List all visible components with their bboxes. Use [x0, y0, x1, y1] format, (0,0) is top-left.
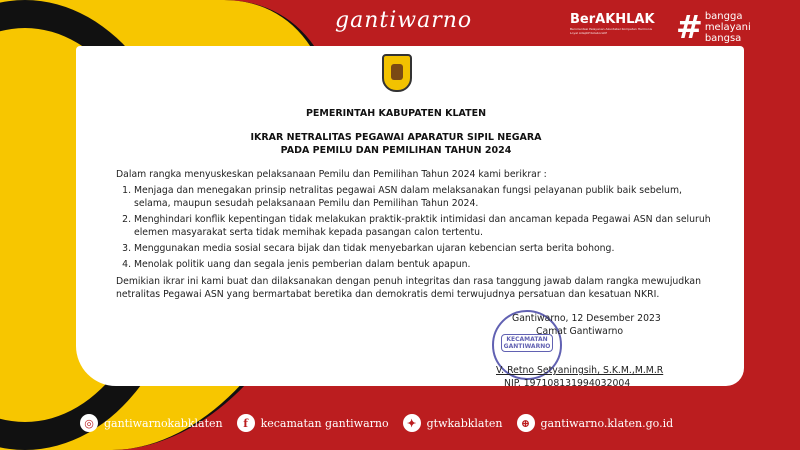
twitter-link[interactable]: ✦ gtwkabklaten [403, 414, 503, 432]
document-card [76, 46, 744, 389]
instagram-icon: ◎ [80, 414, 98, 432]
closing: Demikian ikrar ini kami buat dan dilaksanakan dengan penuh integritas dan rasa tanggung jawab dalam rangka mewujudkan netralitas Pegawai ASN yang bermartabat beretika dan demokratis demi terwujudnya persatuan dan kesatuan NKRI. [116, 276, 702, 300]
footer-social-links [80, 414, 673, 432]
list-item: 4. Menolak politik uang dan segala jenis pemberian dalam bentuk apapun. [134, 258, 716, 271]
klaten-crest-icon [382, 54, 412, 92]
globe-icon: ⊕ [517, 414, 535, 432]
position: Camat Gantiwarno [536, 326, 624, 337]
signer-nip: NIP. 197108131994032004 [504, 378, 631, 389]
facebook-icon: f [237, 414, 255, 432]
twitter-icon: ✦ [403, 414, 421, 432]
facebook-link[interactable]: f kecamatan gantiwarno [237, 414, 389, 432]
berakhlak-logo: BerAKHLAK Berorientasi Pelayanan Akuntabel Kompeten Harmonis Loyal Adaptif Kolaboratif [570, 12, 655, 35]
bangga-melayani-bangsa-logo: # bangga melayani bangsa [676, 8, 751, 46]
title-line-1: IKRAR NETRALITAS PEGAWAI APARATUR SIPIL NEGARA [250, 132, 542, 143]
intro: Dalam rangka menyuskeskan pelaksanaan Pemilu dan Pemilihan Tahun 2024 kami berikrar : [116, 169, 547, 180]
instagram-link[interactable]: ◎ gantiwarnokabklaten [80, 414, 223, 432]
title-line-2: PADA PEMILU DAN PEMILIHAN TAHUN 2024 [280, 145, 512, 156]
place-date: Gantiwarno, 12 Desember 2023 [512, 313, 661, 324]
gantiwarno-logo: gantiwarno [335, 8, 473, 33]
official-stamp: KECAMATAN GANTIWARNO [492, 310, 562, 380]
signer-name: V. Retno Setyaningsih, S.K.M.,M.M.R [496, 365, 664, 376]
signature-block [496, 312, 663, 390]
list-item: 1. Menjaga dan menegakan prinsip netralitas pegawai ASN dalam melaksanakan fungsi pelayanan publik baik sebelum, selama, maupun sesudah pelaksanaan Pemilu dan Pemilihan Tahun 2024. [134, 184, 716, 210]
pledge-list [134, 184, 716, 271]
list-item: 2. Menghindari konflik kepentingan tidak melakukan praktik-praktik intimidasi dan ancaman kepada Pegawai ASN dan seluruh elemen masyarakat serta tidak memihak kepada pasangan calon tertentu. [134, 213, 716, 239]
list-item: 3. Menggunakan media sosial secara bijak dan tidak menyebarkan ujaran kebencian serta berita bohong. [134, 242, 716, 255]
org-name: PEMERINTAH KABUPATEN KLATEN [305, 108, 487, 119]
website-link[interactable]: ⊕ gantiwarno.klaten.go.id [517, 414, 674, 432]
